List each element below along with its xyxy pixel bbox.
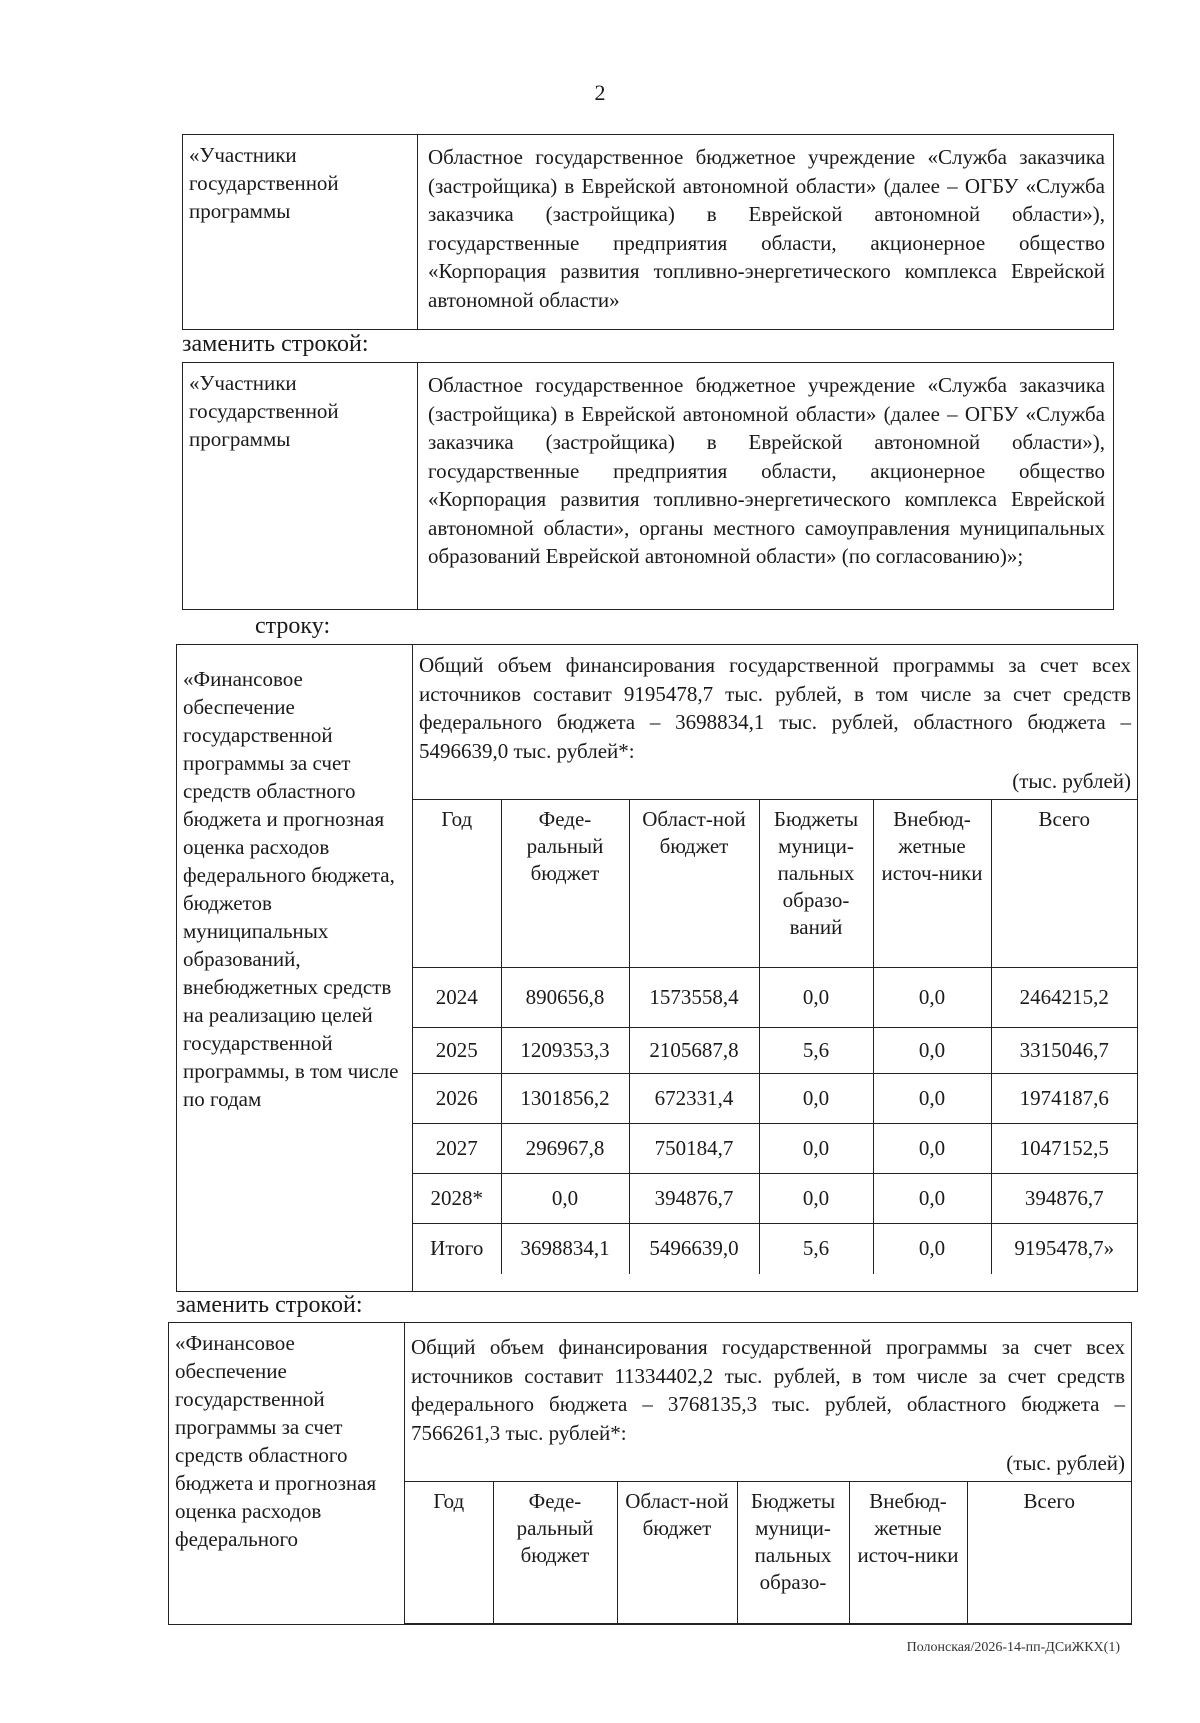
replace-label-2: заменить строкой:	[176, 1292, 363, 1318]
participants-row-old	[182, 134, 1114, 330]
page-number: 2	[594, 80, 606, 105]
cell: 5496639,0	[629, 1224, 759, 1274]
document-footer-code: Полонская/2026-14-пп-ДСиЖКХ(1)	[906, 1640, 1120, 1655]
financing-unit-new: (тыс. рублей)	[1006, 1451, 1125, 1475]
financing-row-new	[168, 1322, 1132, 1625]
cell: 750184,7	[629, 1124, 759, 1174]
cell: 672331,4	[629, 1074, 759, 1124]
cell: 0,0	[873, 1074, 991, 1124]
financing-label-old: «Финансовое обеспечение государственной программы за счет средств областного бюджета и прогнозная оценка расходов федерального бюджета, бюджетов муниципальных образований, внебюджетных средств на реализацию целей государственной программы, в том числе по годам	[177, 645, 413, 1292]
row-label: строку:	[255, 613, 331, 639]
table-row	[413, 1028, 1137, 1074]
table-row	[413, 1174, 1137, 1224]
financing-label-new: «Финансовое обеспечение государственной программы за счет средств областного бюджета и прогнозная оценка расходов федерального	[169, 1323, 405, 1625]
financing-table-new	[405, 1481, 1131, 1624]
cell: 3698834,1	[501, 1224, 629, 1274]
cell: 2028*	[413, 1174, 501, 1224]
cell: 296967,8	[501, 1124, 629, 1174]
financing-table-old	[413, 799, 1137, 1274]
financing-content-new	[405, 1323, 1132, 1625]
cell: 5,6	[759, 1028, 873, 1074]
cell: 1573558,4	[629, 968, 759, 1028]
cell: 2024	[413, 968, 501, 1028]
header-regional: Област-ной бюджет	[617, 1482, 737, 1624]
cell: 0,0	[873, 968, 991, 1028]
participants-label-old: «Участники государственной программы	[183, 135, 418, 330]
header-extrabudget: Внебюд-жетные источ-ники	[849, 1482, 967, 1624]
financing-content-old	[413, 645, 1138, 1292]
cell: 394876,7	[629, 1174, 759, 1224]
header-federal: Феде-ральный бюджет	[493, 1482, 617, 1624]
financing-intro-new: Общий объем финансирования государственной программы за счет всех источников составит 11334402,2 тыс. рублей, в том числе за счет средств федерального бюджета – 3768135,3 тыс. рублей, областного бюджета – 7566261,3 тыс. рублей*:	[411, 1335, 1125, 1445]
cell: 3315046,7	[991, 1028, 1137, 1074]
cell: 1301856,2	[501, 1074, 629, 1124]
cell: 1974187,6	[991, 1074, 1137, 1124]
table-row	[413, 968, 1137, 1028]
header-municipal: Бюджеты муници-пальных образо-	[737, 1482, 849, 1624]
participants-row-new	[182, 362, 1114, 610]
cell: 0,0	[759, 1074, 873, 1124]
header-extrabudget: Внебюд-жетные источ-ники	[873, 800, 991, 968]
participants-text-new: Областное государственное бюджетное учреждение «Служба заказчика (застройщика) в Еврейской автономной области» (далее – ОГБУ «Служба заказчика (застройщика) в Еврейской автономной области»), государственные предприятия области, акционерное общество «Корпорация развития топливно-энергетического комплекса Еврейской автономной области», органы местного самоуправления муниципальных образований Еврейской автономной области» (по согласованию)»;	[418, 363, 1114, 610]
participants-label-new: «Участники государственной программы	[183, 363, 418, 610]
financing-intro-old: Общий объем финансирования государственной программы за счет всех источников составит 9195478,7 тыс. рублей, в том числе за счет средств федерального бюджета – 3698834,1 тыс. рублей, областного бюджета – 5496639,0 тыс. рублей*:	[419, 653, 1131, 763]
cell: 0,0	[759, 968, 873, 1028]
header-total: Всего	[991, 800, 1137, 968]
cell: 0,0	[873, 1174, 991, 1224]
table-row-total	[413, 1224, 1137, 1274]
cell: 0,0	[759, 1124, 873, 1174]
cell: Итого	[413, 1224, 501, 1274]
replace-label-1: заменить строкой:	[182, 331, 369, 357]
header-year: Год	[405, 1482, 493, 1624]
header-municipal: Бюджеты муници-пальных образо-ваний	[759, 800, 873, 968]
financing-row-old	[176, 644, 1138, 1292]
cell: 2027	[413, 1124, 501, 1174]
cell: 9195478,7»	[991, 1224, 1137, 1274]
header-total: Всего	[967, 1482, 1131, 1624]
financing-unit-old: (тыс. рублей)	[1012, 769, 1131, 793]
header-federal: Феде-ральный бюджет	[501, 800, 629, 968]
table-row	[413, 1074, 1137, 1124]
cell: 0,0	[873, 1028, 991, 1074]
header-year: Год	[413, 800, 501, 968]
cell: 5,6	[759, 1224, 873, 1274]
header-regional: Област-ной бюджет	[629, 800, 759, 968]
cell: 1047152,5	[991, 1124, 1137, 1174]
participants-text-old: Областное государственное бюджетное учреждение «Служба заказчика (застройщика) в Еврейской автономной области» (далее – ОГБУ «Служба заказчика (застройщика) в Еврейской автономной области»), государственные предприятия области, акционерное общество «Корпорация развития топливно-энергетического комплекса Еврейской автономной области»	[418, 135, 1114, 330]
cell: 2025	[413, 1028, 501, 1074]
cell: 2464215,2	[991, 968, 1137, 1028]
cell: 1209353,3	[501, 1028, 629, 1074]
cell: 0,0	[873, 1124, 991, 1174]
cell: 890656,8	[501, 968, 629, 1028]
cell: 394876,7	[991, 1174, 1137, 1224]
cell: 0,0	[501, 1174, 629, 1224]
cell: 2105687,8	[629, 1028, 759, 1074]
cell: 2026	[413, 1074, 501, 1124]
cell: 0,0	[759, 1174, 873, 1224]
table-row	[413, 1124, 1137, 1174]
cell: 0,0	[873, 1224, 991, 1274]
